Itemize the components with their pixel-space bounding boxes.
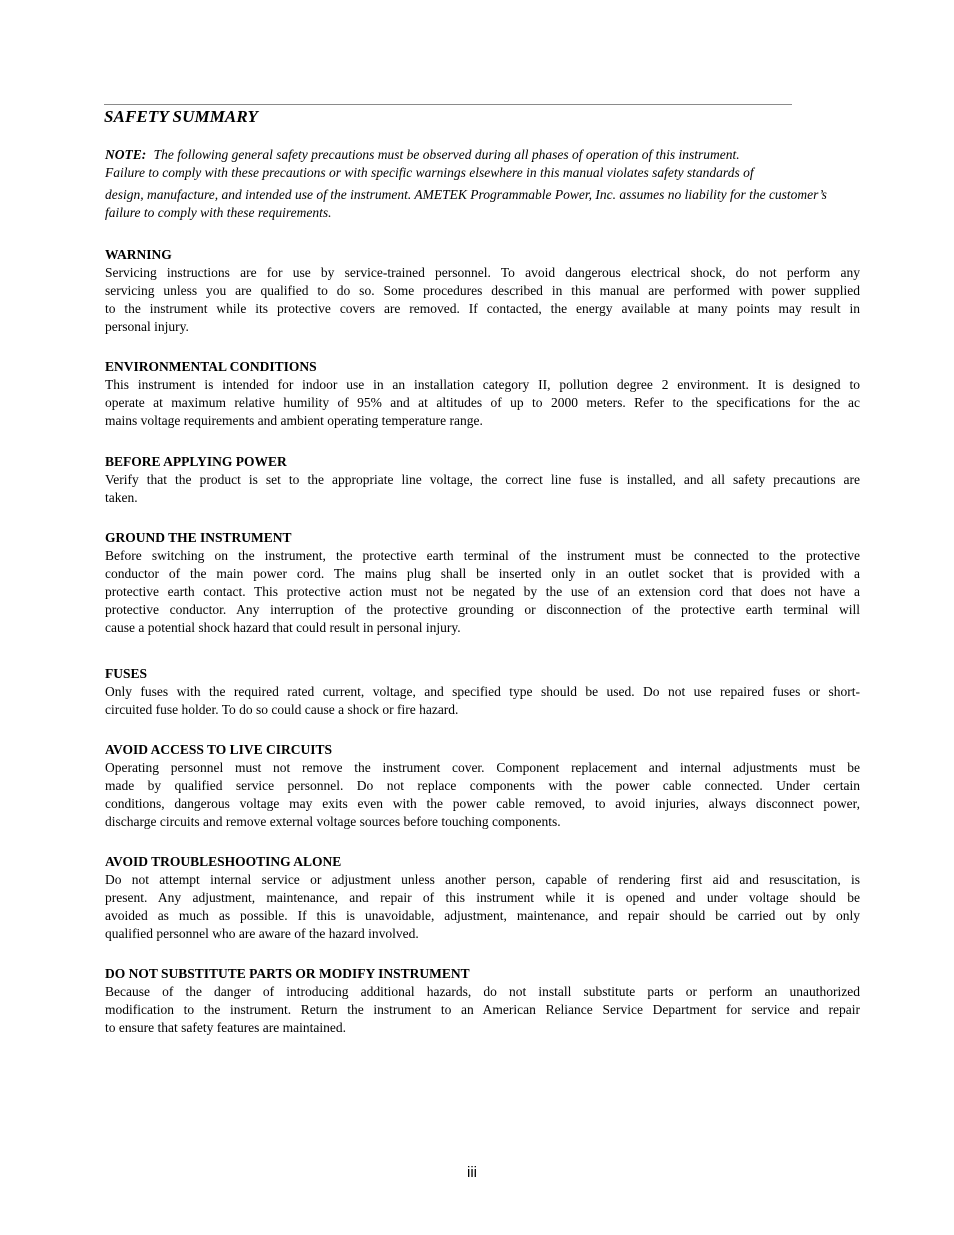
section-heading: ENVIRONMENTAL CONDITIONS [105,359,317,374]
section-line: Do not attempt internal service or adjustment unless another person, capable of rendering first aid and resuscitation, is [105,872,860,887]
section-line: personal injury. [105,319,189,334]
section-line: servicing unless you are qualified to do so. Some procedures described in this manual are performed with power supplied [105,283,860,298]
section-line: Before switching on the instrument, the protective earth terminal of the instrument must be connected to the protective [105,548,860,563]
section-do-not-substitute-parts [105,965,860,1037]
header-rule [104,104,792,105]
section-line: conductor of the main power cord. The mains plug shall be inserted only in an outlet socket that is provided with a [105,566,860,581]
section-body [105,547,860,637]
section-body [105,683,860,719]
section-line: avoided as much as possible. If this is unavoidable, adjustment, maintenance, and repair should be carried out by only [105,908,860,923]
section-heading: AVOID ACCESS TO LIVE CIRCUITS [105,742,333,757]
note-line [105,146,827,164]
section-heading: WARNING [105,247,172,262]
section-body [105,264,860,336]
section-line: Servicing instructions are for use by service-trained personnel. To avoid dangerous electrical shock, do not perform any [105,265,860,280]
page-title: SAFETY SUMMARY [104,107,258,126]
section-body [105,376,860,430]
section-environmental-conditions [105,358,860,430]
section-line: present. Any adjustment, maintenance, and repair of this instrument while it is opened and under voltage should be [105,890,860,905]
note-paragraph [105,146,827,222]
section-line: conditions, dangerous voltage may exits even with the power cable removed, to avoid injuries, always disconnect power, [105,796,860,811]
section-line: circuited fuse holder. To do so could cause a shock or fire hazard. [105,702,459,717]
section-body [105,759,860,831]
section-avoid-access-to-live-circuits [105,741,860,831]
section-warning [105,246,860,336]
section-body [105,871,860,943]
section-heading: DO NOT SUBSTITUTE PARTS OR MODIFY INSTRUMENT [105,966,470,981]
section-heading: AVOID TROUBLESHOOTING ALONE [105,854,342,869]
section-body [105,471,860,507]
section-line: This instrument is intended for indoor use in an installation category II, pollution degree 2 environment. It is designed to [105,377,860,392]
section-line: protective conductor. Any interruption of the protective grounding or disconnection of the protective earth terminal will [105,602,860,617]
section-line: taken. [105,490,138,505]
section-line: Operating personnel must not remove the instrument cover. Component replacement and internal adjustments must be [105,760,860,775]
section-ground-the-instrument [105,529,860,637]
section-line: cause a potential shock hazard that could result in personal injury. [105,620,461,635]
section-line: Only fuses with the required rated current, voltage, and specified type should be used. Do not use repaired fuses or short- [105,684,860,699]
note-line: failure to comply with these requirements. [105,205,332,220]
section-line: made by qualified service personnel. Do not replace components with the power cable connected. Under certain [105,778,860,793]
section-line: to the instrument while its protective covers are removed. If contacted, the energy available at many points may result in [105,301,860,316]
section-line: qualified personnel who are aware of the hazard involved. [105,926,419,941]
page-number: iii [467,1164,477,1181]
section-line: protective earth contact. This protective action must not be negated by the use of an extension cord that does not have a [105,584,860,599]
section-avoid-troubleshooting-alone [105,853,860,943]
note-text: The following general safety precautions must be observed during all phases of operation of this instrument. [153,147,740,162]
section-heading: FUSES [105,666,148,681]
note-line: design, manufacture, and intended use of the instrument. AMETEK Programmable Power, Inc. assumes no liability for the customer’s [105,187,827,202]
section-body [105,983,860,1037]
section-line: to ensure that safety features are maintained. [105,1020,347,1035]
section-heading: GROUND THE INSTRUMENT [105,530,292,545]
note-line: Failure to comply with these precautions or with specific warnings elsewhere in this manual violates safety standards of [105,165,754,180]
section-line: mains voltage requirements and ambient operating temperature range. [105,413,483,428]
section-fuses [105,665,860,719]
section-line: Because of the danger of introducing additional hazards, do not install substitute parts or perform an unauthorized [105,984,860,999]
section-heading: BEFORE APPLYING POWER [105,454,287,469]
section-line: discharge circuits and remove external voltage sources before touching components. [105,814,561,829]
note-label: NOTE: [105,147,147,162]
section-line: Verify that the product is set to the appropriate line voltage, the correct line fuse is installed, and all safety precautions are [105,472,860,487]
section-line: operate at maximum relative humility of 95% and at altitudes of up to 2000 meters. Refer to the specifications for the ac [105,395,860,410]
section-line: modification to the instrument. Return the instrument to an American Reliance Service Department for service and repair [105,1002,860,1017]
section-before-applying-power [105,453,860,507]
